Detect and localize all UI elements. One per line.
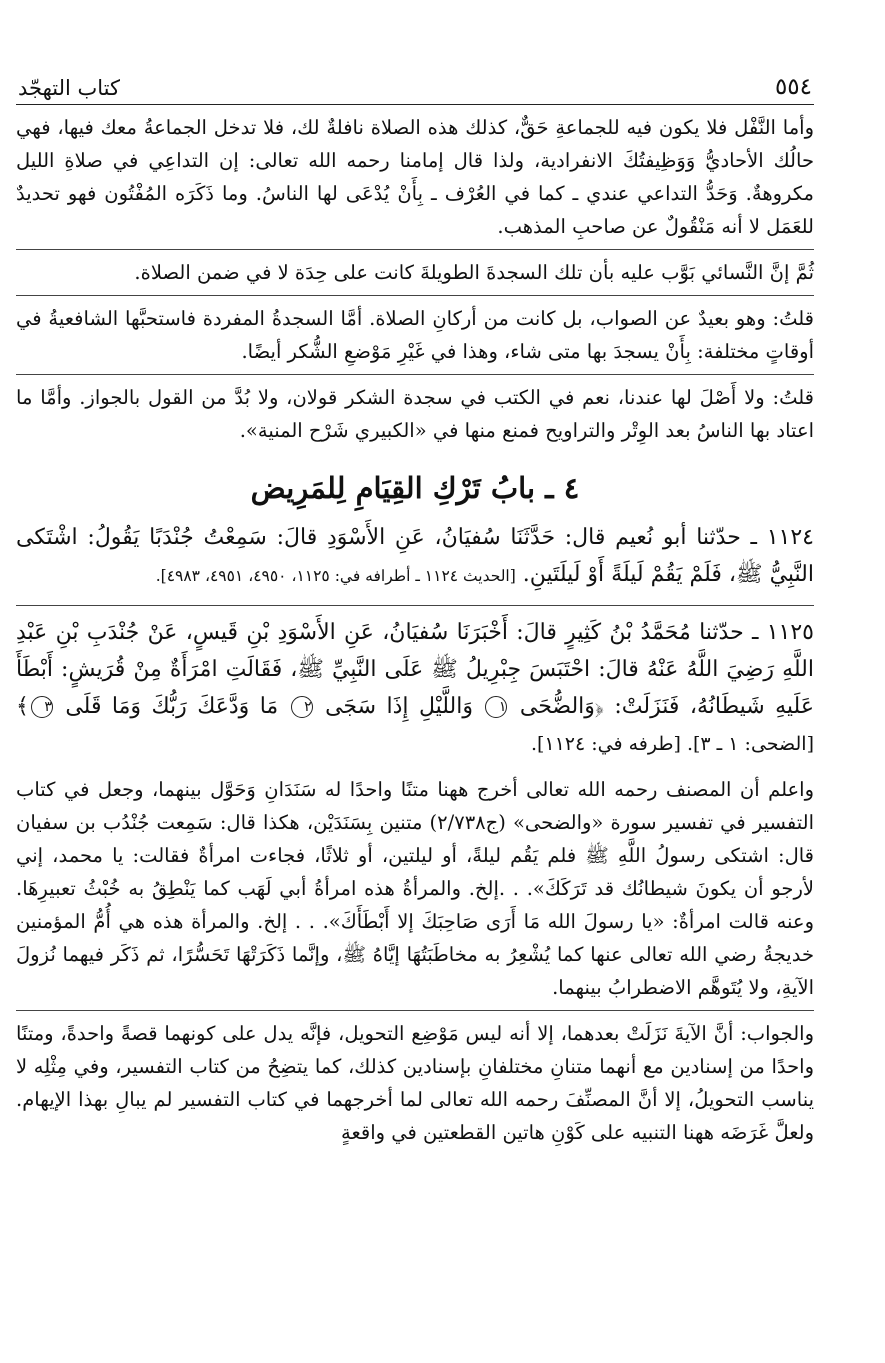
hadith-text [16, 519, 814, 595]
verse-number-3: ٣ [31, 696, 53, 718]
commentary-bottom [16, 773, 814, 1149]
divider [16, 295, 814, 296]
page-number: ٥٥٤ [774, 74, 812, 100]
commentary-paragraph: واعلم أن المصنف رحمه الله تعالى أخرج ههنا متنًا واحدًا له سَنَدَانِ وَحَوَّل بينهما، وجعل في كتاب التفسير في تفسير سورة «والضحى» (ج٢/٧٣٨) متنين بِسَنَدَيْن، هكذا قال: سَمِعت جُنْدُب بن سفيان قال: اشتكى رسولُ اللَّهِ ﷺ فلم يَقُم ليلةً، أو ليلتين، أو ثلاثًا، فجاءت امرأةٌ فقالت: يا محمد، إني لأرجو أن يكونَ شيطانُك قد تَرَكَكَ». . .إلخ. والمرأةُ هذه امرأةُ أبي لَهَب كما يَنْطِقُ به خُبْثُ تعبيرِهَا. وعنه قالت امرأةٌ: «يا رسولَ الله مَا أَرَى صَاحِبَكَ إلا أَبْطَأَكَ». . . إلخ. والمرأة هذه هي أُمُّ المؤمنين خديجةُ رضي الله تعالى عنها كما يُشْعِرُ به مخاطَبَتُهَا إيَّاهُ ﷺ، وإنَّما ذَكَرَتْهَا تَحَسُّرًا، ثم ذَكَر فيهما نُزولَ الآيةِ، ولا يُتَوهَّم الاضطرابُ بينهما. [16, 778, 814, 999]
commentary-paragraph: ثُمَّ إنَّ النَّسائي بَوَّب عليه بأن تلك السجدةَ الطويلةَ كانت على حِدَة لا في ضمن الصلاة. [134, 261, 814, 284]
hadith-1125 [16, 614, 814, 763]
hadith-1125-reference: [الضحى: ١ ـ ٣]. [طرفه في: ١١٢٤]. [530, 733, 814, 755]
divider [16, 1010, 814, 1011]
hadith-1124-reference: [الحديث ١١٢٤ ـ أطرافه في: ١١٢٥، ٤٩٥٠، ٤٩٥١، ٤٩٨٣]. [155, 567, 516, 585]
book-title: كتاب التهجّد [18, 76, 121, 100]
hadith-1125-verse-2: وَاللَّيْلِ إِذَا سَجَى [325, 694, 473, 719]
commentary-paragraph: والجواب: أنَّ الآيةَ نَزَلَتْ بعدهما، إلا أنه ليس مَوْضِع التحويل، فإنَّه يدل على كونهما قصةً واحدةً، ومتنًا واحدًا من إسنادين مع أنهما متنانِ مختلفانِ بإسنادين كذلك، كما يتضِحُ من كتاب التفسير، وفي مِثْلِه لا يناسب التحويلُ، إلا أنَّ المصنِّفَ رحمه الله تعالى لما أخرجهما في كتاب التفسير لم يبالِ بهذا الإيهام. ولعلَّ غَرَضَه ههنا التنبيه على كَوْنِ هاتين القطعتين في واقعةٍ [16, 1022, 814, 1144]
commentary-top [16, 111, 814, 447]
verse-number-1: ١ [485, 696, 507, 718]
commentary-paragraph: قلتُ: وهو بعيدٌ عن الصواب، بل كانت من أركانِ الصلاة. أمَّا السجدةُ المفردة فاستحبَّها الشافعيةُ في أوقاتٍ مختلفة: بِأَنْ يسجدَ بها متى شاء، وهذا في غَيْرِ مَوْضعِ الشُّكر أيضًا. [16, 307, 814, 363]
commentary-paragraph: وأما النَّفْل فلا يكون فيه للجماعةِ حَقٌّ، كذلك هذه الصلاة نافلةٌ لك، فلا تدخل الجماعةُ معك فيها، فهي حالُك الأحاديُّ وَوَظِيفتُكَ الانفرادية، ولذا قال إمامنا رحمه الله تعالى: إن التداعِي في صلاةِ الليل مكروهةٌ. وَحَدُّ التداعي عندي ـ كما في العُرْف ـ بِأَنْ يُدْعَى لها الناسُ. وما ذَكَرَه المُفْتُون فهو تحديدٌ للعَمَل لا أنه مَنْقُولٌ عن صاحبِ المذهب. [16, 116, 814, 238]
divider [16, 249, 814, 250]
page-header [16, 60, 814, 105]
divider [16, 374, 814, 375]
commentary-paragraph: قلتُ: ولا أَصْلَ لها عندنا، نعم في الكتب في سجدة الشكر قولان، ولا بُدَّ من القول بالجواز. وأمَّا ما اعتاد بها الناسُ بعد الوِتْر والتراويح فمنع منها في «الكبيري شَرْح المنية». [16, 386, 814, 442]
hadith-1124-text: ١١٢٤ ـ حدّثنا أبو نُعيم قال: حَدَّثَنَا سُفيَانُ، عَنِ الأَسْوَدِ قالَ: سَمِعْتُ جُنْدَبًا يَقُولُ: اشْتَكى النَّبِيُّ ﷺ، فَلَمْ يَقُمْ لَيلَةً أَوْ لَيلَتَينِ. [16, 525, 814, 587]
verse-number-2: ٢ [291, 696, 313, 718]
book-page [16, 60, 814, 1149]
chapter-heading: ٤ ـ بابُ تَرْكِ القِيَامِ لِلمَرِيض [250, 471, 580, 505]
hadith-1124 [16, 519, 814, 595]
divider [16, 605, 814, 606]
hadith-1125-text: ١١٢٥ ـ حدّثنا مُحَمَّدُ بْنُ كَثِيرٍ قالَ: أَخْبَرَنَا سُفيَانُ، عَنِ الأَسْوَدِ بْنِ قَيسٍ، عَنْ جُنْدَبِ بْنِ عَبْدِ اللَّهِ رَضِيَ اللَّهُ عَنْهُ قالَ: احْتَبَسَ جِبْرِيلُ ﷺ عَلَى النَّبِيِّ ﷺ، فَقَالَتِ امْرَأَةٌ مِنْ قُرَيشٍ: أَبْطَأَ عَلَيهِ شَيطَانُهُ، فَنَزَلَتْ: ﴿وَالضُّحَى [16, 620, 814, 719]
hadith-1125-verse-3: مَا وَدَّعَكَ رَبُّكَ وَمَا قَلَى [65, 694, 279, 719]
hadith-text: ١١٢٥ ـ حدّثنا مُحَمَّدُ بْنُ كَثِيرٍ قالَ: أَخْبَرَنَا سُفيَانُ، عَنِ الأَسْوَدِ بْنِ قَيسٍ، عَنْ جُنْدَبِ بْنِ عَبْدِ اللَّهِ رَضِيَ اللَّهُ عَنْهُ قالَ: احْتَبَسَ جِبْرِيلُ ﷺ عَلَى النَّبِيِّ ﷺ، فَقَالَتِ امْرَأَةٌ مِنْ قُرَيشٍ: أَبْطَأَ عَلَيهِ شَيطَانُهُ، فَنَزَلَتْ: ﴿وَالضُّحَى ١ وَاللَّيْلِ إِذَا سَجَى ٢ مَا وَدَّعَكَ رَبُّكَ وَمَا قَلَى ٣﴾ [الضحى: ١ ـ ٣]. [طرفه في: ١١٢٤]. [16, 620, 814, 755]
